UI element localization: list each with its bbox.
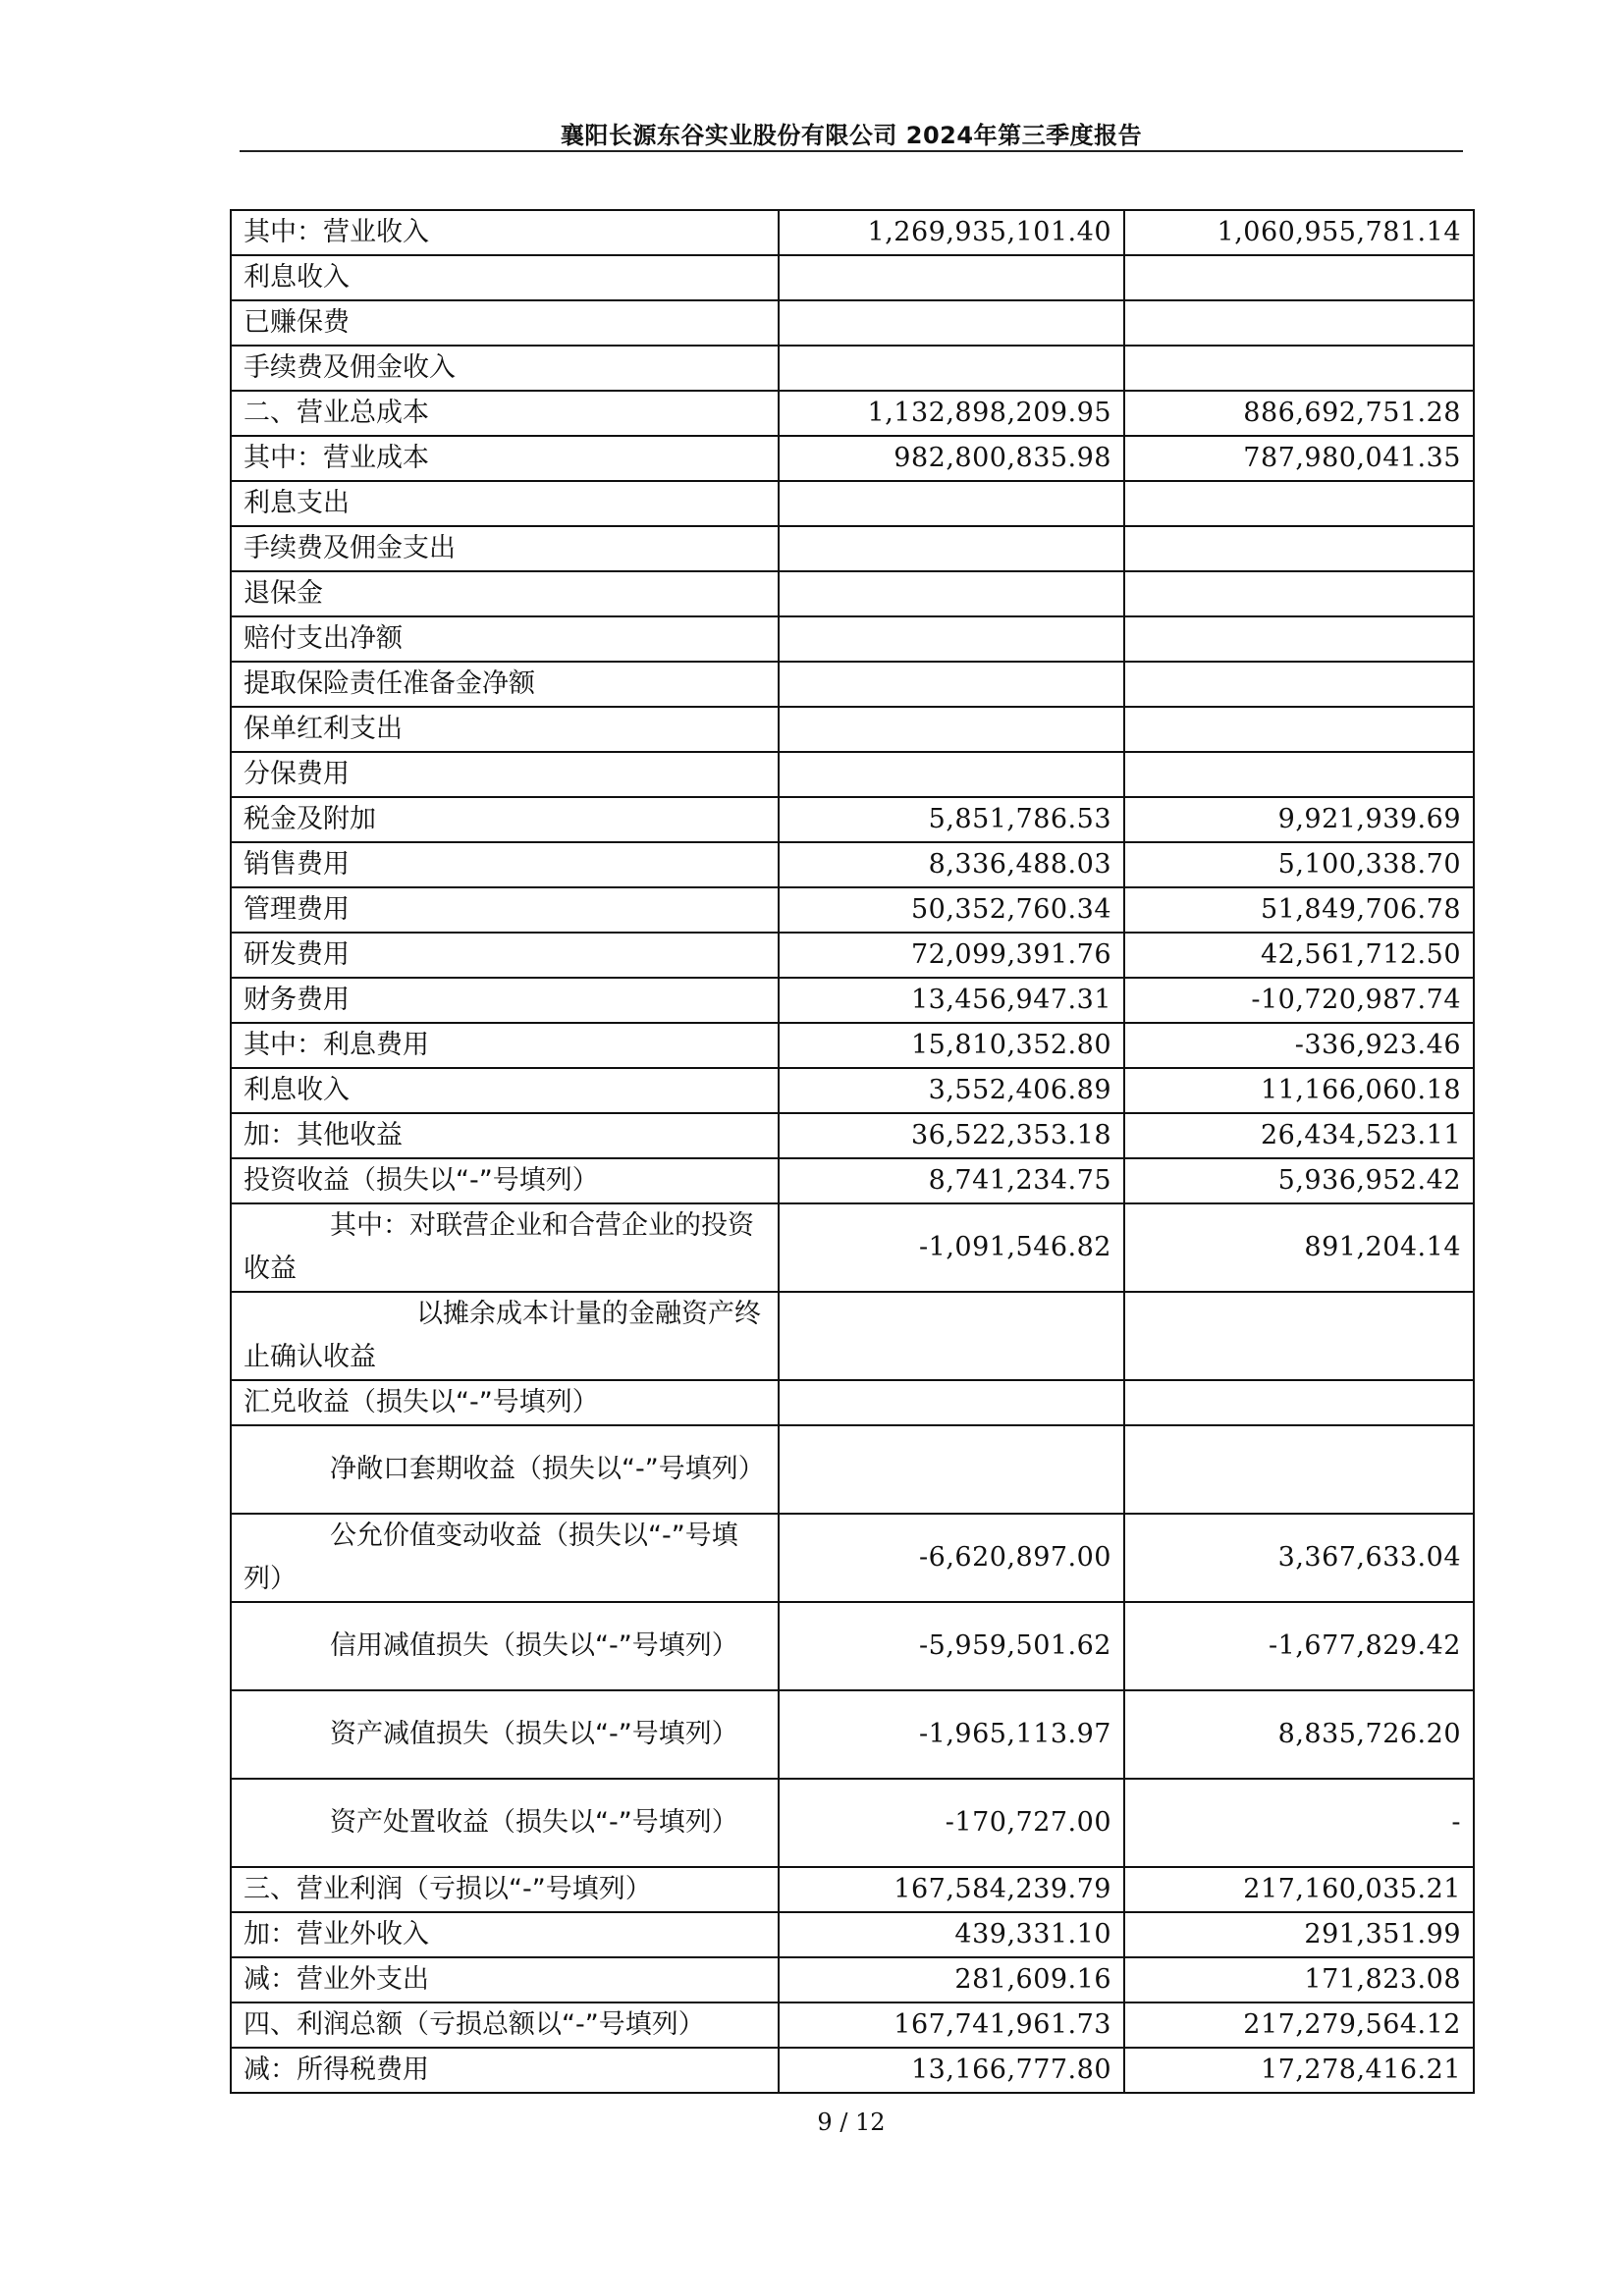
income-statement-body xyxy=(231,210,1474,2093)
table-row xyxy=(231,300,1474,346)
prior-period-value xyxy=(1124,752,1474,797)
prior-period-value: - xyxy=(1124,1779,1474,1867)
table-row xyxy=(231,1690,1474,1779)
row-label: 资产处置收益（损失以“-”号填列） xyxy=(231,1779,779,1867)
current-period-value xyxy=(779,616,1124,662)
current-period-value: 15,810,352.80 xyxy=(779,1023,1124,1068)
row-label: 加：其他收益 xyxy=(231,1113,779,1158)
row-label: 赔付支出净额 xyxy=(231,616,779,662)
prior-period-value: -10,720,987.74 xyxy=(1124,978,1474,1023)
prior-period-value xyxy=(1124,1380,1474,1425)
table-row xyxy=(231,1602,1474,1690)
table-row xyxy=(231,933,1474,978)
table-row xyxy=(231,1957,1474,2002)
current-period-value xyxy=(779,255,1124,300)
table-row xyxy=(231,1779,1474,1867)
current-period-value: 281,609.16 xyxy=(779,1957,1124,2002)
row-label: 其中：利息费用 xyxy=(231,1023,779,1068)
table-row xyxy=(231,1292,1474,1380)
prior-period-value: 42,561,712.50 xyxy=(1124,933,1474,978)
current-period-value xyxy=(779,346,1124,391)
table-row xyxy=(231,391,1474,436)
table-row xyxy=(231,842,1474,887)
row-label: 投资收益（损失以“-”号填列） xyxy=(231,1158,779,1203)
row-label: 净敞口套期收益（损失以“-”号填列） xyxy=(231,1425,779,1514)
prior-period-value: 26,434,523.11 xyxy=(1124,1113,1474,1158)
current-period-value: 36,522,353.18 xyxy=(779,1113,1124,1158)
current-period-value: 13,166,777.80 xyxy=(779,2048,1124,2093)
row-label: 以摊余成本计量的金融资产终止确认收益 xyxy=(231,1292,779,1380)
prior-period-value: 11,166,060.18 xyxy=(1124,1068,1474,1113)
table-row xyxy=(231,662,1474,707)
row-label: 手续费及佣金支出 xyxy=(231,526,779,571)
income-statement-table xyxy=(230,209,1475,2094)
prior-period-value xyxy=(1124,526,1474,571)
prior-period-value: 51,849,706.78 xyxy=(1124,887,1474,933)
table-row xyxy=(231,1023,1474,1068)
current-period-value: -1,091,546.82 xyxy=(779,1203,1124,1292)
current-period-value xyxy=(779,707,1124,752)
row-label: 信用减值损失（损失以“-”号填列） xyxy=(231,1602,779,1690)
current-period-value: 982,800,835.98 xyxy=(779,436,1124,481)
prior-period-value: 891,204.14 xyxy=(1124,1203,1474,1292)
prior-period-value: 3,367,633.04 xyxy=(1124,1514,1474,1602)
prior-period-value: 291,351.99 xyxy=(1124,1912,1474,1957)
row-label: 保单红利支出 xyxy=(231,707,779,752)
current-period-value xyxy=(779,1292,1124,1380)
table-row xyxy=(231,1203,1474,1292)
prior-period-value: 17,278,416.21 xyxy=(1124,2048,1474,2093)
table-row xyxy=(231,526,1474,571)
current-period-value xyxy=(779,752,1124,797)
row-label: 研发费用 xyxy=(231,933,779,978)
table-row xyxy=(231,1113,1474,1158)
table-row xyxy=(231,481,1474,526)
table-row xyxy=(231,436,1474,481)
current-period-value: 5,851,786.53 xyxy=(779,797,1124,842)
table-row xyxy=(231,978,1474,1023)
table-row xyxy=(231,1514,1474,1602)
table-row xyxy=(231,1425,1474,1514)
table-row xyxy=(231,2002,1474,2048)
current-period-value: 13,456,947.31 xyxy=(779,978,1124,1023)
current-period-value: -1,965,113.97 xyxy=(779,1690,1124,1779)
prior-period-value xyxy=(1124,707,1474,752)
table-row xyxy=(231,797,1474,842)
prior-period-value: 5,936,952.42 xyxy=(1124,1158,1474,1203)
current-period-value: 3,552,406.89 xyxy=(779,1068,1124,1113)
table-row xyxy=(231,255,1474,300)
table-row xyxy=(231,1867,1474,1912)
row-label: 其中：营业收入 xyxy=(231,210,779,255)
row-label: 三、营业利润（亏损以“-”号填列） xyxy=(231,1867,779,1912)
prior-period-value xyxy=(1124,1425,1474,1514)
prior-period-value xyxy=(1124,571,1474,616)
row-label: 管理费用 xyxy=(231,887,779,933)
prior-period-value xyxy=(1124,1292,1474,1380)
prior-period-value: 5,100,338.70 xyxy=(1124,842,1474,887)
row-label: 二、营业总成本 xyxy=(231,391,779,436)
table-row xyxy=(231,887,1474,933)
current-period-value: 167,584,239.79 xyxy=(779,1867,1124,1912)
row-label: 利息收入 xyxy=(231,1068,779,1113)
prior-period-value: 1,060,955,781.14 xyxy=(1124,210,1474,255)
row-label: 加：营业外收入 xyxy=(231,1912,779,1957)
current-period-value: 1,132,898,209.95 xyxy=(779,391,1124,436)
current-period-value xyxy=(779,526,1124,571)
table-row xyxy=(231,1912,1474,1957)
row-label: 分保费用 xyxy=(231,752,779,797)
current-period-value xyxy=(779,1425,1124,1514)
row-label: 公允价值变动收益（损失以“-”号填列） xyxy=(231,1514,779,1602)
current-period-value: -170,727.00 xyxy=(779,1779,1124,1867)
table-row xyxy=(231,2048,1474,2093)
prior-period-value xyxy=(1124,300,1474,346)
row-label: 其中：对联营企业和合营企业的投资收益 xyxy=(231,1203,779,1292)
row-label: 已赚保费 xyxy=(231,300,779,346)
table-row xyxy=(231,752,1474,797)
table-row xyxy=(231,616,1474,662)
table-row xyxy=(231,1380,1474,1425)
table-row xyxy=(231,210,1474,255)
table-row xyxy=(231,1158,1474,1203)
current-period-value xyxy=(779,481,1124,526)
table-row xyxy=(231,1068,1474,1113)
row-label: 汇兑收益（损失以“-”号填列） xyxy=(231,1380,779,1425)
row-label: 销售费用 xyxy=(231,842,779,887)
current-period-value: 72,099,391.76 xyxy=(779,933,1124,978)
current-period-value xyxy=(779,571,1124,616)
row-label: 退保金 xyxy=(231,571,779,616)
current-period-value: 50,352,760.34 xyxy=(779,887,1124,933)
row-label: 四、利润总额（亏损总额以“-”号填列） xyxy=(231,2002,779,2048)
prior-period-value xyxy=(1124,662,1474,707)
prior-period-value: -336,923.46 xyxy=(1124,1023,1474,1068)
current-period-value xyxy=(779,662,1124,707)
prior-period-value: 886,692,751.28 xyxy=(1124,391,1474,436)
prior-period-value: 217,279,564.12 xyxy=(1124,2002,1474,2048)
current-period-value: 1,269,935,101.40 xyxy=(779,210,1124,255)
row-label: 减：所得税费用 xyxy=(231,2048,779,2093)
current-period-value: -6,620,897.00 xyxy=(779,1514,1124,1602)
current-period-value: 439,331.10 xyxy=(779,1912,1124,1957)
row-label: 利息收入 xyxy=(231,255,779,300)
row-label: 资产减值损失（损失以“-”号填列） xyxy=(231,1690,779,1779)
prior-period-value: 8,835,726.20 xyxy=(1124,1690,1474,1779)
current-period-value: 8,741,234.75 xyxy=(779,1158,1124,1203)
report-header: 襄阳长源东谷实业股份有限公司 2024年第三季度报告 xyxy=(560,122,1143,149)
prior-period-value: 171,823.08 xyxy=(1124,1957,1474,2002)
current-period-value: 8,336,488.03 xyxy=(779,842,1124,887)
prior-period-value xyxy=(1124,346,1474,391)
row-label: 手续费及佣金收入 xyxy=(231,346,779,391)
prior-period-value: -1,677,829.42 xyxy=(1124,1602,1474,1690)
row-label: 提取保险责任准备金净额 xyxy=(231,662,779,707)
current-period-value: -5,959,501.62 xyxy=(779,1602,1124,1690)
table-row xyxy=(231,346,1474,391)
prior-period-value: 217,160,035.21 xyxy=(1124,1867,1474,1912)
header-divider xyxy=(240,150,1463,152)
row-label: 其中：营业成本 xyxy=(231,436,779,481)
row-label: 减：营业外支出 xyxy=(231,1957,779,2002)
current-period-value xyxy=(779,1380,1124,1425)
row-label: 税金及附加 xyxy=(231,797,779,842)
prior-period-value: 787,980,041.35 xyxy=(1124,436,1474,481)
prior-period-value xyxy=(1124,255,1474,300)
row-label: 利息支出 xyxy=(231,481,779,526)
prior-period-value: 9,921,939.69 xyxy=(1124,797,1474,842)
row-label: 财务费用 xyxy=(231,978,779,1023)
table-row xyxy=(231,707,1474,752)
table-row xyxy=(231,571,1474,616)
prior-period-value xyxy=(1124,616,1474,662)
current-period-value xyxy=(779,300,1124,346)
page-number: 9 / 12 xyxy=(817,2109,886,2136)
prior-period-value xyxy=(1124,481,1474,526)
current-period-value: 167,741,961.73 xyxy=(779,2002,1124,2048)
